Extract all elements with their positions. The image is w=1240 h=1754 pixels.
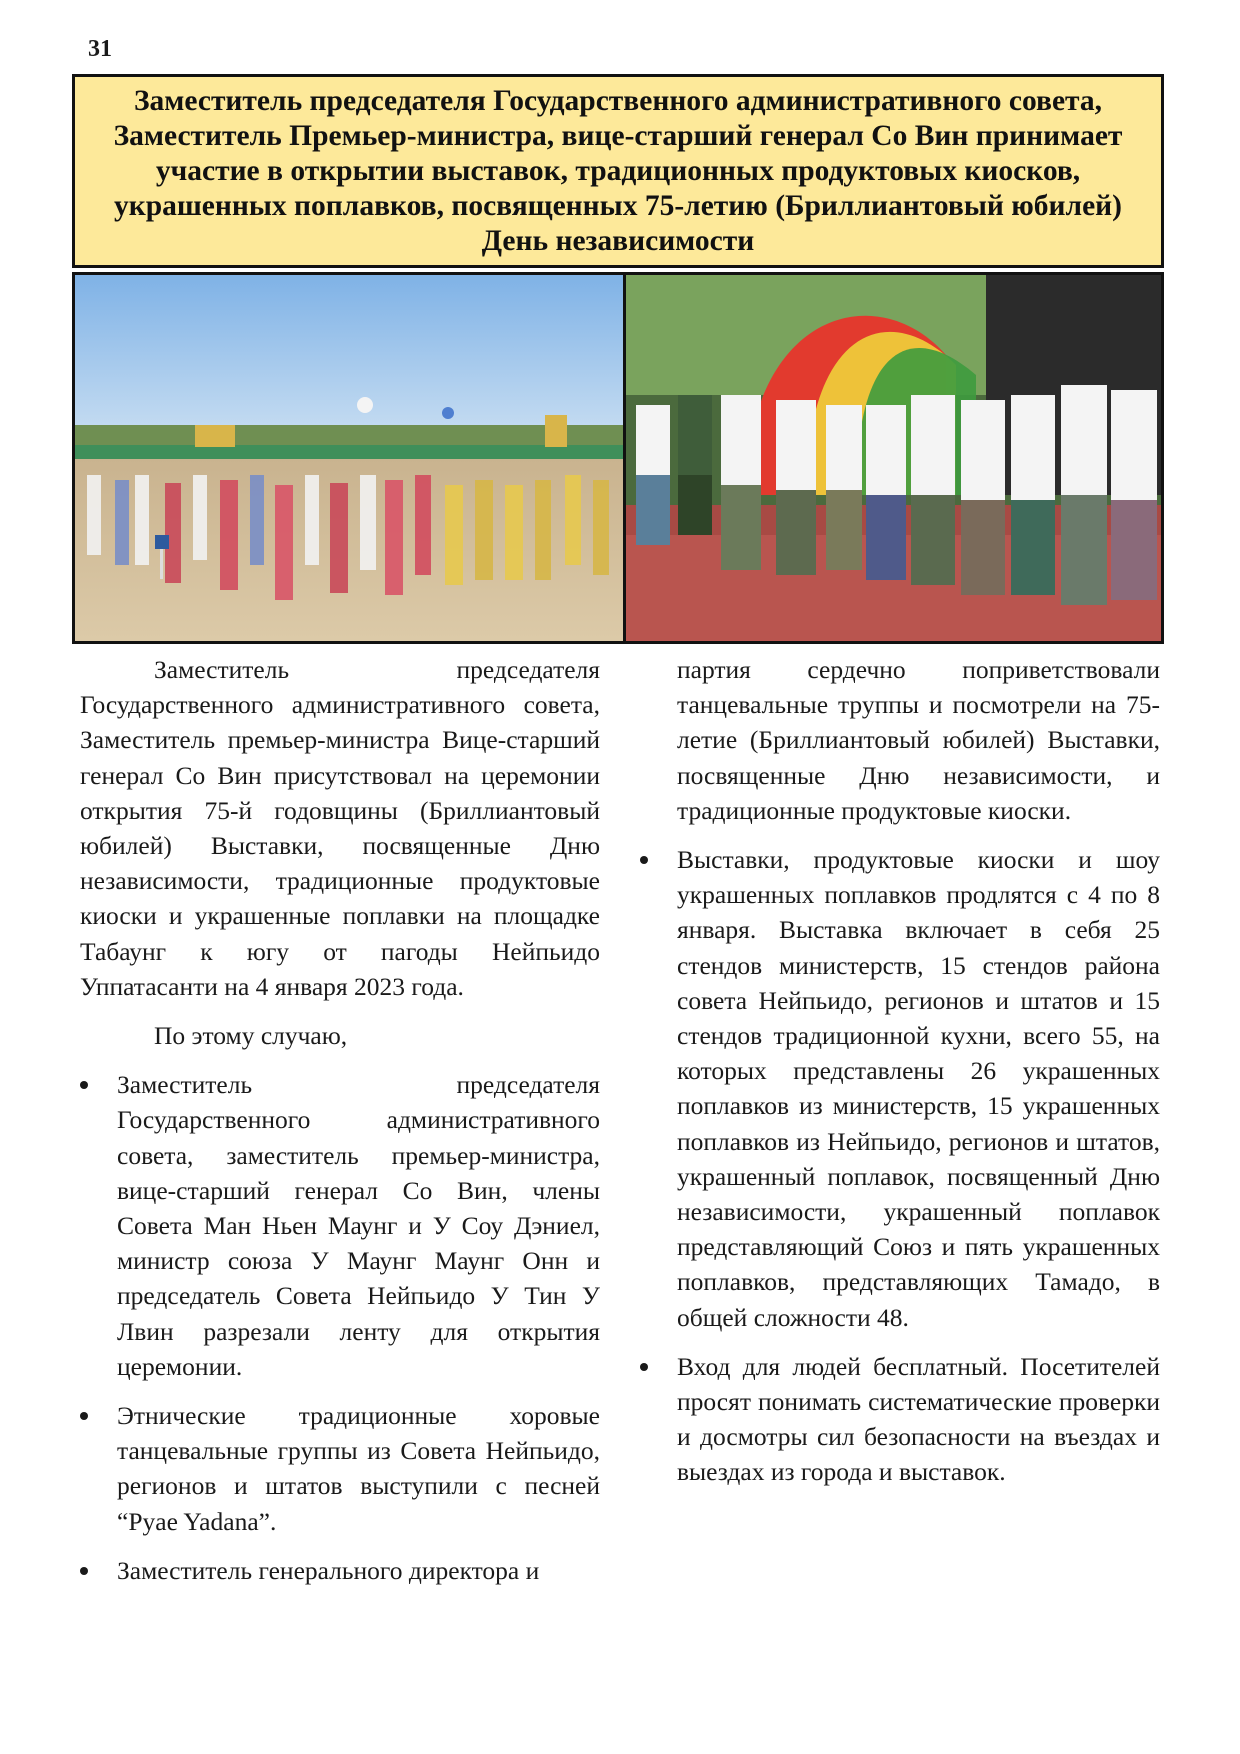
bullet-icon [80, 1081, 88, 1089]
list-item-text: Выставки, продуктовые киоски и шоу украшенных поплавков продлятся с 4 по 8 января. Выставка включает в себя 25 стендов министерств, 15 стендов района совета Нейпьидо, регионов и штатов и 15 стендов традиционной кухни, всего 55, на которых представлены 26 украшенных поплавков из министерств, 15 украшенных поплавков из Нейпьидо, регионов и штатов, украшенный поплавок, посвященный Дню независимости, украшенный поплавок представляющий Союз и пять украшенных поплавков, представляющих Тамадо, в общей сложности 48. [677, 845, 1160, 1332]
article-headline: Заместитель председателя Государственного административного совета, Заместитель Премьер-министра, вице-старший генерал Со Вин принимает участие в открытии выставок, традиционных продуктовых киосков, украшенных поплавков, посвященных 75-летию (Бриллиантовый юбилей) День независимости [113, 84, 1123, 257]
continuation-paragraph: партия сердечно поприветствовали танцевальные труппы и посмотрели на 75-летие (Бриллиантовый юбилей) Выставки, посвященные Дню независимости, и традиционные продуктовые киоски. [677, 655, 1160, 825]
bullet-icon [80, 1412, 88, 1420]
left-bullet-list [80, 1067, 600, 1588]
right-bullet-list [640, 842, 1160, 1490]
left-column [80, 652, 600, 1588]
list-item-text: Заместитель генерального директора и [117, 1555, 540, 1585]
list-item [80, 1067, 600, 1384]
dance-performance-photo [75, 275, 623, 641]
bullet-icon [640, 1363, 648, 1371]
dance-performance-illustration [75, 275, 623, 641]
right-column [640, 652, 1160, 1490]
bullet-icon [640, 856, 648, 864]
intro-paragraph: Заместитель председателя Государственного административного совета, Заместитель премьер-министра Вице-старший генерал Со Вин присутствовал на церемонии открытия 75-й годовщины (Бриллиантовый юбилей) Выставки, посвященные Дню независимости, традиционные продуктовые киоски и украшенные поплавки на площадке Табаунг к югу от пагоды Нейпьидо Уппатасанти на 4 января 2023 года. [80, 655, 600, 1001]
officials-photo [626, 275, 1161, 641]
headline-box [72, 74, 1164, 268]
list-item [640, 842, 1160, 1335]
list-item-text: Этнические традиционные хоровые танцевальные группы из Совета Нейпьидо, регионов и штатов выступили с песней “Pyae Yadana”. [117, 1401, 600, 1536]
list-item-text: Заместитель председателя Государственного административного совета, заместитель премьер-министра, вице-старший генерал Со Вин, члены Совета Ман Ньен Маунг и У Соу Дэниел, министр союза У Маунг Маунг Онн и председатель Совета Нейпьидо У Тин У Лвин разрезали ленту для открытия церемонии. [117, 1070, 600, 1381]
page-number: 31 [88, 36, 112, 62]
bullet-icon [80, 1567, 88, 1575]
list-item [80, 1398, 600, 1539]
occasion-paragraph: По этому случаю, [154, 1021, 348, 1051]
list-item [640, 1349, 1160, 1490]
list-item [80, 1553, 600, 1588]
officials-illustration [626, 275, 1161, 641]
photo-strip [72, 272, 1164, 644]
list-item-text: Вход для людей бесплатный. Посетителей просят понимать систематические проверки и досмотры сил безопасности на въездах и выездах из города и выставок. [677, 1351, 1160, 1487]
